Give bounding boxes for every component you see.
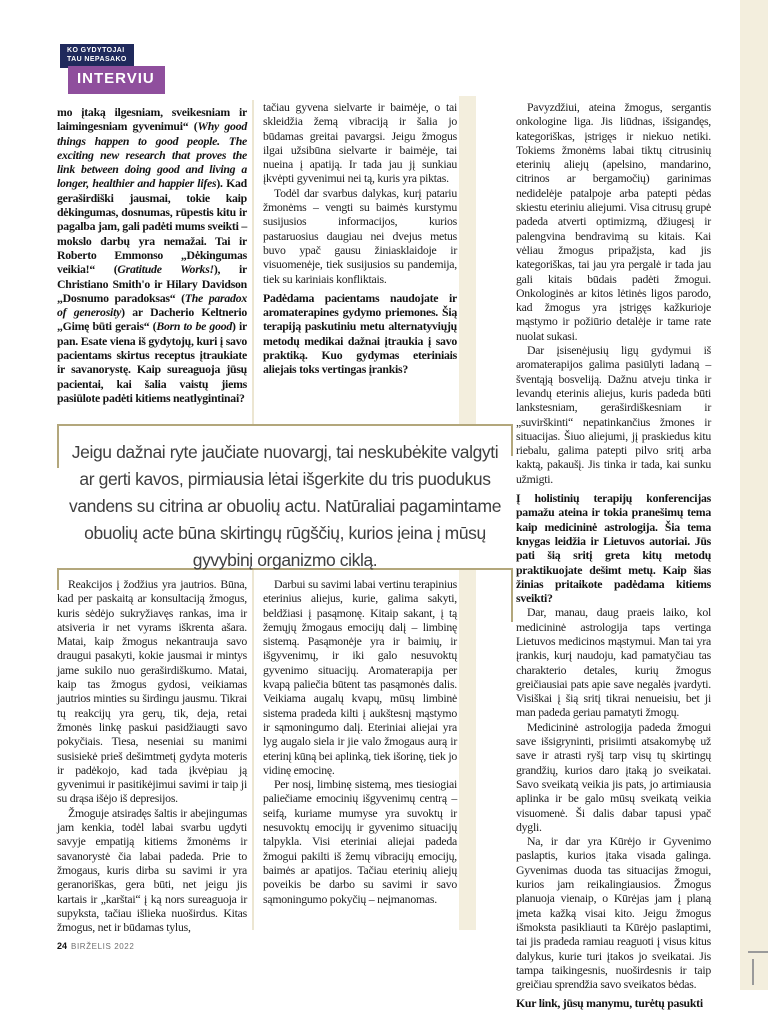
- paragraph: mo įtaką ilgesniam, sveikesniam ir laimingesniam gyvenimui“ (Why good things happen to good people. The exciting new research that proves the link between doing good and living a longer, healthier and happier lifes). Kad geraširdiški jausmai, tokie kaip dėkingumas, dosnumas, rūpestis kitu ir pagalba jam, gali padėti mums sveikti – mokslo darbų yra nemažai. Tai ir Roberto Emmonso „Dėkingumas veikia!“ (Gratitude Works!), ir Christiano Smith'o ir Hilary Davidson „Dosnumo paradoksas“ (The paradox of generosity) ar Dacherio Keltnerio „Gimę būti gerais“ (Born to be good) ir pan. Esate viena iš gydytojų, kuri į savo pacientams skirtus receptus įtraukiate ir savanorystę. Kaip sureaguoja jūsų pacientai, kai šalia vaistų jiems pasiūlote padėti kitiems neatlygintinai?: [57, 105, 247, 405]
- page-number: 24: [57, 941, 68, 951]
- page-edge-tint: [740, 0, 768, 990]
- column-3: [516, 100, 711, 1011]
- kicker-line1: KO GYDYTOJAI: [67, 47, 125, 54]
- paragraph: Kur link, jūsų manymu, turėtų pasukti: [516, 996, 703, 1011]
- paragraph: Darbui su savimi labai vertinu terapinius eterinius aliejus, kurie, galima sakyti, beldžiasi į pasąmonę. Kitaip sakant, į tą žemųjų žmogaus emocijų dalį – limbinę sistemą. Pasąmonėje yra ir baimių, ir išgyvenimų, ir iki galo nesuvoktų gyvenimo situacijų. Aromaterapija per kvapą paliečia būtent tas pasąmonės dalis. Veikiama augalų kvapų, mūsų limbinė sistema pradeda kilti į aukštesnį mąstymo ir sąmoningumo dalį. Eteriniai aliejai yra lyg augalo siela ir jie valo žmogaus aurą ir eterinį kūną bei aplinką, tiek išorinę, tiek jo vidinę emocinę.: [263, 577, 457, 777]
- paragraph: Medicininė astrologija padeda žmogui save išsigryninti, prisiimti atsakomybę už save ir atrasti ryšį tarp visų tų skirtingų grandžių, kurios daro įtaką jo sveikatai. Savo sveikatą veikia jis pats, jo artimiausia aplinka ir be galo mūsų sveikatą veikia visuomenė. Ši dalis dabar tapusi ypač dygli.: [516, 719, 711, 834]
- quote-frame-tick: [511, 568, 513, 622]
- kicker-badge: [60, 44, 134, 68]
- section-title: INTERVIU: [77, 70, 155, 87]
- kicker-line2: TAU NEPASAKO: [67, 55, 127, 63]
- paragraph: tačiau gyvena sielvarte ir baimėje, o tai skleidžia žemą vibraciją ir šalia jo būdamas greitai pavargsi. Jeigu žmogus ilgai užsibūna sielvarte ir baimėje, tai nueina į apatiją. Ir tada jau jį sunkiau įkvėpti gyvenimui nei tą, kuris yra piktas.: [263, 100, 457, 186]
- column-1-bottom: [57, 577, 247, 935]
- crop-mark-vertical: [752, 959, 754, 985]
- paragraph: Todėl dar svarbus dalykas, kurį patariu žmonėms – vengti su baimės kurstymu susijusios informacijos, kurios pastaruosius daugiau nei dvejus metus buvo ypač gausu žiniasklaidoje ir visuomenėje, tiek susijusios su pandemija, tiek su kariniais konfliktais.: [263, 185, 457, 286]
- crop-mark-horizontal: [748, 951, 768, 953]
- column-1-top: [57, 100, 247, 405]
- column-2-bottom: [263, 577, 457, 927]
- quote-frame-tick: [57, 426, 59, 468]
- paragraph: Dar, manau, daug praeis laiko, kol medicininė astrologija taps vertinga Lietuvos medicinos mąstymui. Man tai yra įrankis, kurį naudoju, kad pamatyčiau tas charakterio detales, kurių žmogus greičiausiai pats apie save negalės įvardyti. Visiškai į šią sritį tikrai nenueisiu, bet ji man padeda geriau pamatyti žmogų.: [516, 605, 711, 720]
- section-badge: [68, 66, 165, 94]
- paragraph: Reakcijos į žodžius yra jautrios. Būna, kad per paskaitą ar konsultaciją žmogus, kuris sėdėjo sukryžiavęs rankas, ima ir atsiveria ir net vyrams iškrenta ašara. Matai, kaip žmogus nekantrauja savo draugui pasakyti, kokie jausmai ir mintys jame sukilo nuo geraširdiškumo. Matai, kaip tas žmogus gydosi, veikiamas jautrios minties su širdingu jausmu. Tikrai tų reakcijų yra gerų, tik, deja, retai žmonės linkę paskui pasidžiaugti savo pokyčiais. Tiesa, neseniai su manimi susisiekė prieš dešimtmetį gydyta moteris ir padėkojo, kad tada įkvėpiau ją gyvenimui ir pasitikėjimui savimi ir taip ji su drąsa išėjo iš depresijos.: [57, 577, 247, 806]
- paragraph: Dar įsisenėjusių ligų gydymui iš aromaterapijos galima pasiūlyti ladaną – šventąją bosveliją. Dažnu atveju tinka ir levandų eterinis aliejus, kuris padeda būti lankstesniam, geraširdiškesniam ir „suvirškinti“ nepatinkančius žmones ir situacijas. Šiuo aliejumi, jį praskiedus kitu riebalu, galima patepti pilvo sritį arba kaktą, pakaušį. Jis tinka ir tada, kai sunku užmigti.: [516, 343, 711, 486]
- pull-quote-box: [57, 424, 513, 570]
- paragraph: Padėdama pacientams naudojate ir aromaterapines gydymo priemones. Šią terapiją paskutiniu metu alternatyviųjų metodų medikai dažnai įtraukia į savo praktiką. Kuo gydymas eteriniais aliejais toks vertingas įrankis?: [263, 290, 457, 377]
- column-2-top: [263, 100, 457, 377]
- paragraph: Per nosį, limbinę sistemą, mes tiesiogiai paliečiame emocinių išgyvenimų centrą – seifą, kuriame mumyse yra suvoktų ir nesuvoktų emocijų ir gyvenimo situacijų talpykla. Visi eteriniai aliejai padeda žmogui pakilti iš žemų vibracijų emocijų, baimės ar apatijos. Tačiau eterinių aliejų poveikis be darbo su savimi ir savo sąmoningumo pokyčių – neįmanomas.: [263, 777, 457, 906]
- paragraph: Pavyzdžiui, ateina žmogus, sergantis onkologine liga. Jis liūdnas, išsigandęs, kategoriškas, įstrigęs ir niekuo netiki. Tokiems žmonėms labai tiktų citrusinių eterinių aliejų (apelsino, mandarino, citrinos ar bergamočių) garinimas nedidelėje patalpoje arba patepti pėdas skiestu eteriniu aliejumi. Visa citrusų grupė padeda atverti optimizmą, džiugesį ir palengvina bendravimą su kitais. Kai vėliau žmogus pripažįsta, kad jis kategoriškas, tai jau yra pergalė ir tada jau gali kitais būdais padėti žmogui. Onkologinės ar kitos lėtinės ligos parodo, kad žmogus yra įstrigęs kažkurioje mąstymo ir požiūrio detalėje ir tame rate nuolat sukasi.: [516, 100, 711, 343]
- quote-frame-tick: [511, 426, 513, 456]
- paragraph: Na, ir dar yra Kūrėjo ir Gyvenimo paslaptis, kurios įtaka visada galinga. Gyvenimas duoda tas situacijas žmogui, kurios jam reikalingiausios. Žmogus planuoja vienaip, o Kūrėjas jam į planą įmeta kažką visai kito. Jeigu žmogus išmoksta pasikliauti ta Kūrėjo paslaptimi, tai jis pradeda ramiau reaguoti į visus kitus dalykus, kurie turi įtakos jo sveikatai. Jis tampa taikingesnis, nuoširdesnis ir taip greičiau sprendžia savo sveikatos bėdas.: [516, 834, 711, 992]
- paragraph: Žmoguje atsiradęs šaltis ir abejingumas jam kenkia, todėl labai svarbu ugdyti savyje empatiją kitiems žmonėms ir savanorystė čia labai padeda. Prie to žmogaus, kuris dirba su savimi ir yra geranoriškas, gera būti, net jeigu jis kartais ir „karštai“ į ką nors sureaguoja ir supyksta, tačiau išlieka nuoširdus. Kitas žmogus, net ir būdamas tylus,: [57, 805, 247, 935]
- quote-frame-tick: [57, 568, 59, 590]
- paragraph: Į holistinių terapijų konferencijas pamažu ateina ir tokia pranešimų tema kaip medicininė astrologija. Šia tema knygas leidžia ir Lietuvos autoriai. Jūs pati šią sritį greta kitų metodų praktikuojate dešimt metų. Kaip šias žinias pritaikote padėdama kitiems sveikti?: [516, 491, 711, 606]
- issue-label: BIRŽELIS 2022: [71, 942, 135, 951]
- page-footer: [57, 936, 134, 954]
- pull-quote-text: Jeigu dažnai ryte jaučiate nuovargį, tai neskubėkite valgyti ar gerti kavos, pirmiausia lėtai išgerkite du tris puodukus vandens su citrina ar obuolių actu. Natūraliai pagamintame obuolių acte būna skirtingų rūgščių, kurios įeina į mūsų gyvybinį organizmo ciklą.: [68, 442, 502, 570]
